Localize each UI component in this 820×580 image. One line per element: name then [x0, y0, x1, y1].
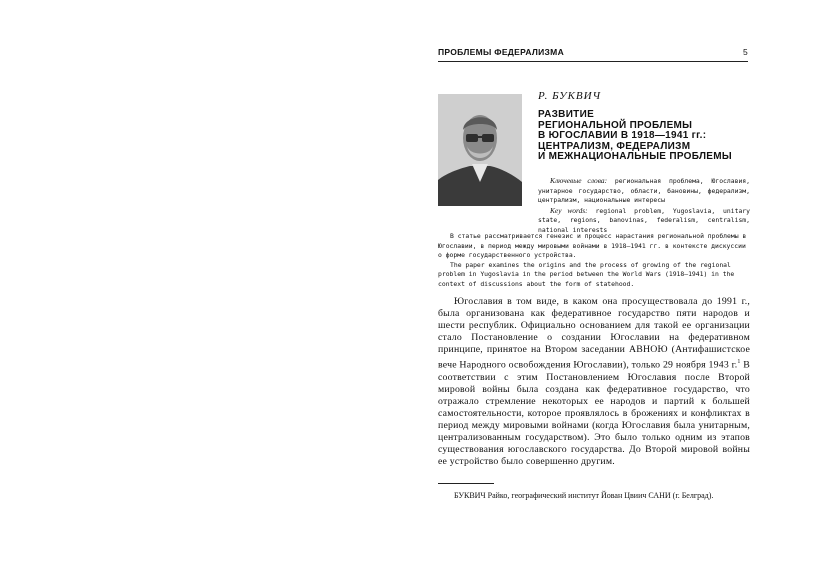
abstract-en: The paper examines the origins and the process of growing of the regional problem in Yugoslavia in the period between the World Wars (1918—1941) in the context of discussions about the form of statehood. [438, 260, 735, 288]
keywords-ru [538, 176, 750, 206]
footnote [438, 490, 750, 501]
body-part-1: Югославия в том виде, в каком она просуществовала до 1991 г., была организована как федеративное государство пяти народов и шести республик. Официально основанием для такой ее организации стало Постановление о создании Югославии на федеративном принципе, принятое на Втором заседании АВНОЮ (Антифашистское вече Народного освобождения Югославии), только 29 ноября 1943 г. [438, 296, 750, 371]
title-line: РЕГИОНАЛЬНОЙ ПРОБЛЕМЫ [538, 119, 693, 131]
footnote-reference: 1 [737, 359, 741, 366]
abstract-ru: В статье рассматривается генезис и процесс нарастания региональной проблемы в Югославии, в период между мировыми войнами в 1918—1941 гг. в контексте дискуссии о форме государственного устройства. [438, 232, 747, 260]
running-head-title: ПРОБЛЕМЫ ФЕДЕРАЛИЗМА [438, 47, 565, 57]
keywords-ru-label: Ключевые слова: [550, 176, 608, 185]
footnote-text: БУКВИЧ Райко, географический институт Йован Цвиич САНИ (г. Белград). [454, 491, 714, 500]
author-name: Р. БУКВИЧ [538, 90, 602, 102]
author-portrait-image [438, 94, 522, 206]
title-line: РАЗВИТИЕ [538, 109, 595, 120]
body-text [438, 296, 750, 469]
abstract-block [438, 232, 750, 290]
title-line: И МЕЖНАЦИОНАЛЬНЫЕ ПРОБЛЕМЫ [538, 151, 732, 162]
article-title [538, 110, 753, 163]
title-line: В ЮГОСЛАВИИ В 1918—1941 гг.: [538, 130, 707, 141]
body-paragraph [438, 296, 750, 469]
keywords-ru-text: региональная проблема, Югославия, унитарное государство, области, бановины, федерализм, централизм, национальные интересы [538, 177, 750, 205]
title-line: ЦЕНТРАЛИЗМ, ФЕДЕРАЛИЗМ [538, 140, 691, 152]
footnote-divider [438, 483, 494, 484]
author-photo [438, 94, 522, 206]
running-head [438, 47, 748, 62]
keywords-en-label: Key words: [550, 205, 588, 215]
keywords-en-text: regional problem, Yugoslavia, unitary state, regions, banovinas, federalism, centralism, national interests [538, 206, 750, 234]
page-number: 5 [742, 47, 748, 57]
body-part-2: В соответствии с этим Постановлением Югославия после Второй мировой войны была создана как федеративное государство, что отражало стремление некоторых ее народов и партий к большей самостоятельности, которое проявлялось в брожениях и конфликтах в период между мировыми войнами (когда Югославия была унитарным, централизованным государством). Это было только одним из этапов существования югославского государства. До Второй мировой войны ее устройство было совершенно другим. [438, 359, 750, 468]
keywords-block [538, 176, 750, 236]
